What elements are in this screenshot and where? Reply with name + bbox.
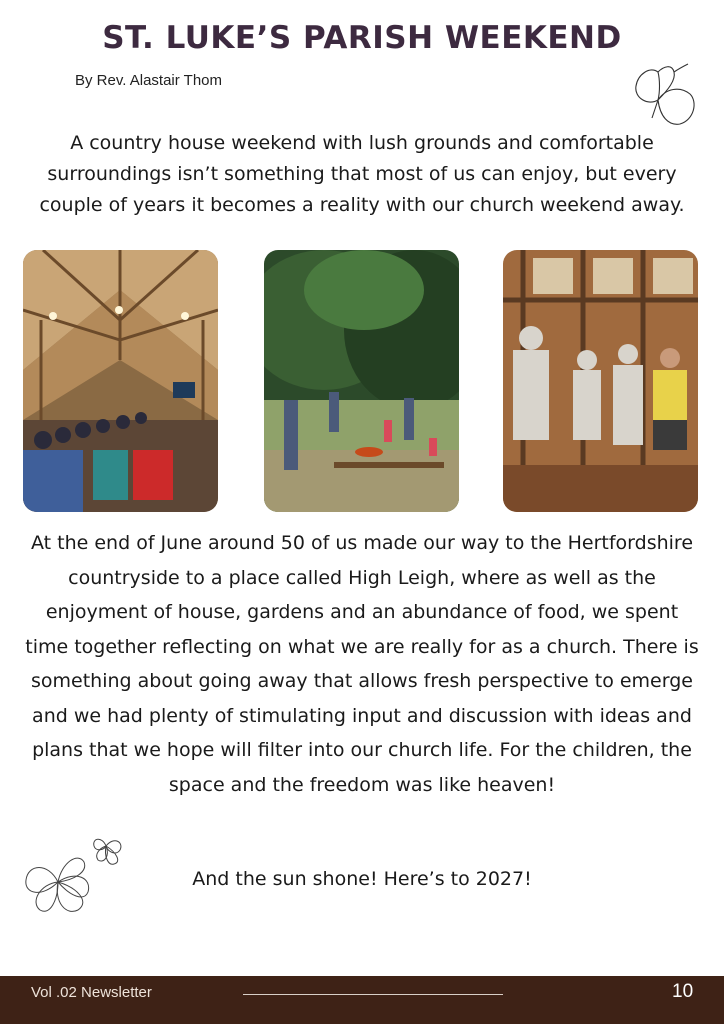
butterfly-icon (628, 60, 700, 130)
body-paragraph: At the end of June around 50 of us made our way to the Hertfordshire countryside to a place called High Leigh, where as well as the enjoyment of house, gardens and an abundance of food, we spent time together reflecting on what we are really for as a church. There is something about going away that allows fresh perspective to emerge and we had plenty of stimulating input and discussion with ideas and plans that we hope will filter into our church life. For the children, the space and the freedom was like heaven! (25, 532, 699, 796)
byline: By Rev. Alastair Thom (75, 72, 222, 89)
intro-paragraph: A country house weekend with lush grounds and comfortable surroundings isn’t something that most of us can enjoy, but every couple of years it becomes a reality with our church weekend away. (39, 132, 685, 216)
newsletter-volume: Vol .02 Newsletter (31, 984, 152, 1001)
page-title: ST. LUKE’S PARISH WEEKEND (102, 20, 622, 56)
footer-bar (0, 976, 724, 1024)
campfire-gathering-photo (264, 250, 459, 512)
costumed-children-photo (503, 250, 698, 512)
page-number: 10 (672, 981, 694, 1002)
footer-divider (243, 994, 503, 995)
closing-line: And the sun shone! Here’s to 2027! (192, 868, 532, 890)
meeting-hall-photo (23, 250, 218, 512)
